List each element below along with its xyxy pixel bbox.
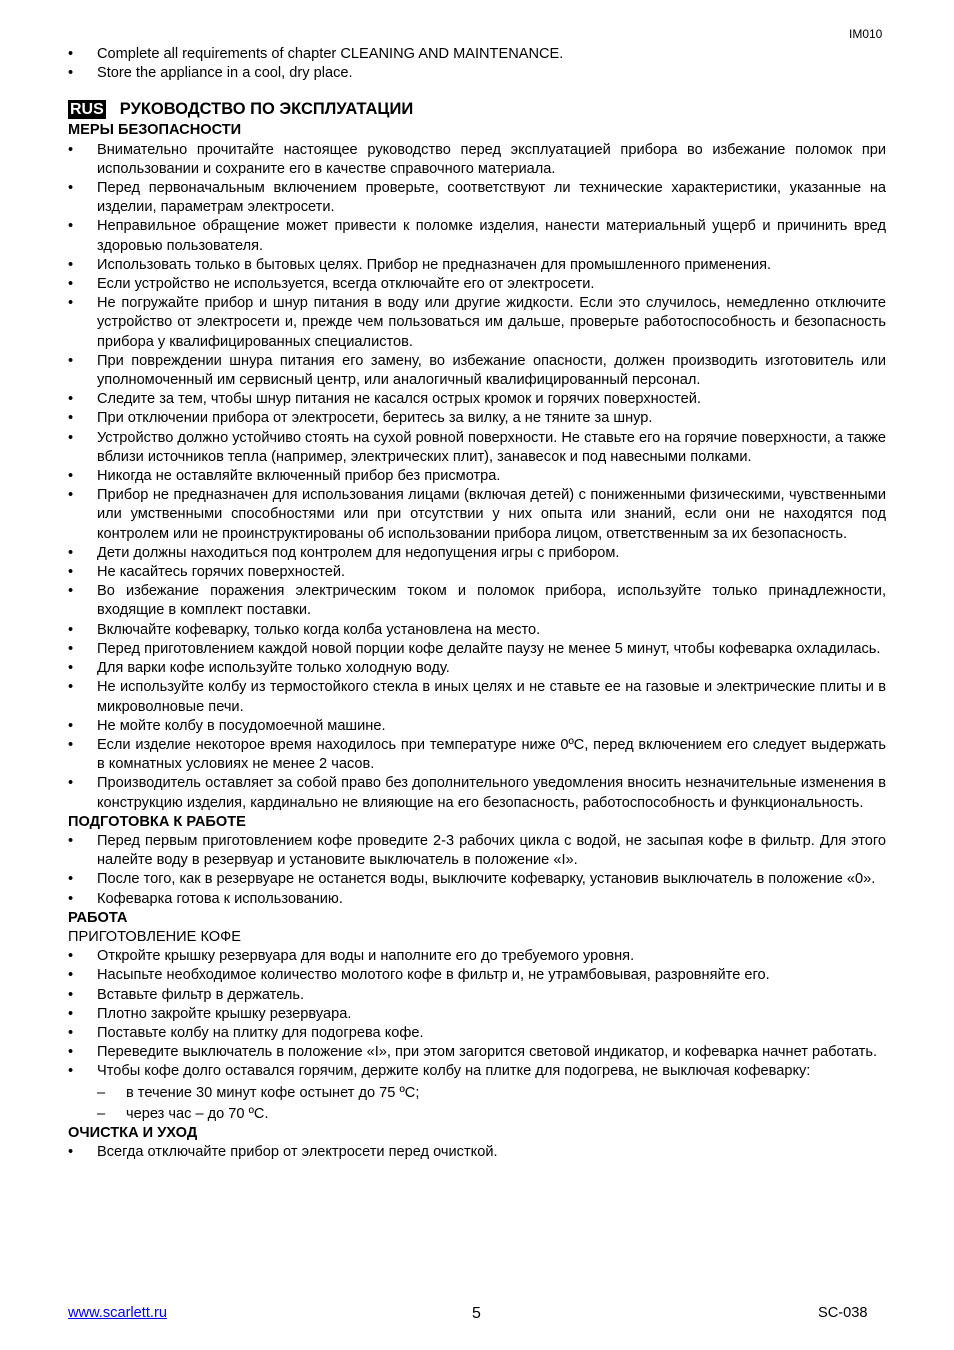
list-item: • При отключении прибора от электросети, беритесь за вилку, а не тяните за шнур. <box>68 409 886 428</box>
list-item: • Не погружайте прибор и шнур питания в воду или другие жидкости. Если это случилось, немедленно отключите устройство от электросети и, прежде чем пользоваться им дальше, проверьте работоспособность и безопасность прибора у квалифицированных специалистов. <box>68 294 886 352</box>
preparation-list <box>68 832 886 909</box>
language-badge: RUS <box>70 100 104 118</box>
page-number: 5 <box>472 1305 481 1322</box>
list-item: • Перед приготовлением каждой новой порции кофе делайте паузу не менее 5 минут, чтобы кофеварка охладилась. <box>68 640 886 659</box>
sub-list-item: – через час – до 70 ºC. <box>97 1105 886 1124</box>
list-item: • Следите за тем, чтобы шнур питания не касался острых кромок и горячих поверхностей. <box>68 390 886 409</box>
list-item: • Переведите выключатель в положение «I», при этом загорится световой индикатор, и кофеварка начнет работать. <box>68 1043 886 1062</box>
list-item: • Насыпьте необходимое количество молотого кофе в фильтр и, не утрамбовывая, разровняйте его. <box>68 966 886 985</box>
list-item: • Store the appliance in a cool, dry place. <box>68 64 886 83</box>
intro-list <box>68 45 886 83</box>
list-item: • Кофеварка готова к использованию. <box>68 890 886 909</box>
cleaning-heading: ОЧИСТКА И УХОД <box>68 1124 198 1141</box>
list-item: • При повреждении шнура питания его замену, во избежание опасности, должен производить изготовитель или уполномоченный им сервисный центр, или аналогичный квалифицированный персонал. <box>68 352 886 390</box>
footer-model-code: SC-038 <box>818 1305 868 1321</box>
list-item: • Complete all requirements of chapter CLEANING AND MAINTENANCE. <box>68 45 886 64</box>
list-item: • Использовать только в бытовых целях. Прибор не предназначен для промышленного применения. <box>68 256 886 275</box>
list-item: • Поставьте колбу на плитку для подогрева кофе. <box>68 1024 886 1043</box>
cleaning-list <box>68 1143 886 1162</box>
list-item: • Неправильное обращение может привести к поломке изделия, нанести материальный ущерб и причинить вред здоровью пользователя. <box>68 217 886 255</box>
list-item: • Перед первоначальным включением проверьте, соответствуют ли технические характеристики, указанные на изделии, параметрам электросети. <box>68 179 886 217</box>
section-header <box>68 97 886 121</box>
list-item: • Вставьте фильтр в держатель. <box>68 986 886 1005</box>
list-item: • Если устройство не используется, всегда отключайте его от электросети. <box>68 275 886 294</box>
sub-list-item: – в течение 30 минут кофе остынет до 75 ºC; <box>97 1084 886 1103</box>
list-item: • Во избежание поражения электрическим током и поломок прибора, используйте только принадлежности, входящие в комплект поставки. <box>68 582 886 620</box>
operation-list <box>68 947 886 1081</box>
website-link[interactable]: www.scarlett.ru <box>68 1305 167 1321</box>
operation-subheading: ПРИГОТОВЛЕНИЕ КОФЕ <box>68 928 241 945</box>
list-item: • Плотно закройте крышку резервуара. <box>68 1005 886 1024</box>
list-item: • После того, как в резервуаре не останется воды, выключите кофеварку, установив выключатель в положение «0». <box>68 870 886 889</box>
list-item: • Перед первым приготовлением кофе проведите 2-3 рабочих цикла с водой, не засыпая кофе в фильтр. Для этого налейте воду в резервуар и установите выключатель в положение «I». <box>68 832 886 870</box>
list-item: • Не мойте колбу в посудомоечной машине. <box>68 717 886 736</box>
list-item: • Для варки кофе используйте только холодную воду. <box>68 659 886 678</box>
list-item: • Если изделие некоторое время находилось при температуре ниже 0ºC, перед включением его следует выдержать в комнатных условиях не менее 2 часов. <box>68 736 886 774</box>
list-item: • Чтобы кофе долго оставался горячим, держите колбу на плитке для подогрева, не выключая кофеварку: <box>68 1062 886 1081</box>
preparation-heading: ПОДГОТОВКА К РАБОТЕ <box>68 813 246 830</box>
page-content <box>68 45 886 1162</box>
list-item: • Всегда отключайте прибор от электросети перед очисткой. <box>68 1143 886 1162</box>
list-item: • Прибор не предназначен для использования лицами (включая детей) с пониженными физическими, чувственными или умственными способностями или при отсутствии у них опыта или знаний, если они не находятся под контролем или не проинструктированы об использовании прибора лицом, ответственным за их безопасность. <box>68 486 886 544</box>
list-item: • Внимательно прочитайте настоящее руководство перед эксплуатацией прибора во избежание поломок при использовании и сохраните его в качестве справочного материала. <box>68 141 886 179</box>
safety-list <box>68 141 886 813</box>
list-item: • Включайте кофеварку, только когда колба установлена на место. <box>68 621 886 640</box>
operation-heading: РАБОТА <box>68 909 128 926</box>
list-item: • Дети должны находиться под контролем для недопущения игры с прибором. <box>68 544 886 563</box>
list-item: • Откройте крышку резервуара для воды и наполните его до требуемого уровня. <box>68 947 886 966</box>
operation-sub-list <box>68 1084 886 1124</box>
list-item: • Не используйте колбу из термостойкого стекла в иных целях и не ставьте ее на газовые и электрические плиты и в микроволновые печи. <box>68 678 886 716</box>
list-item: • Не касайтесь горячих поверхностей. <box>68 563 886 582</box>
section-title: РУКОВОДСТВО ПО ЭКСПЛУАТАЦИИ <box>119 100 414 119</box>
list-item: • Никогда не оставляйте включенный прибор без присмотра. <box>68 467 886 486</box>
header-model-code: IM010 <box>849 27 883 41</box>
safety-heading: МЕРЫ БЕЗОПАСНОСТИ <box>68 122 242 139</box>
list-item: • Производитель оставляет за собой право без дополнительного уведомления вносить незначительные изменения в конструкцию изделия, кардинально не влияющие на его безопасность, работоспособность и функциональность. <box>68 774 886 812</box>
list-item: • Устройство должно устойчиво стоять на сухой ровной поверхности. Не ставьте его на горячие поверхности, а также вблизи источников тепла (например, электрических плит), занавесок и под навесными полками. <box>68 429 886 467</box>
